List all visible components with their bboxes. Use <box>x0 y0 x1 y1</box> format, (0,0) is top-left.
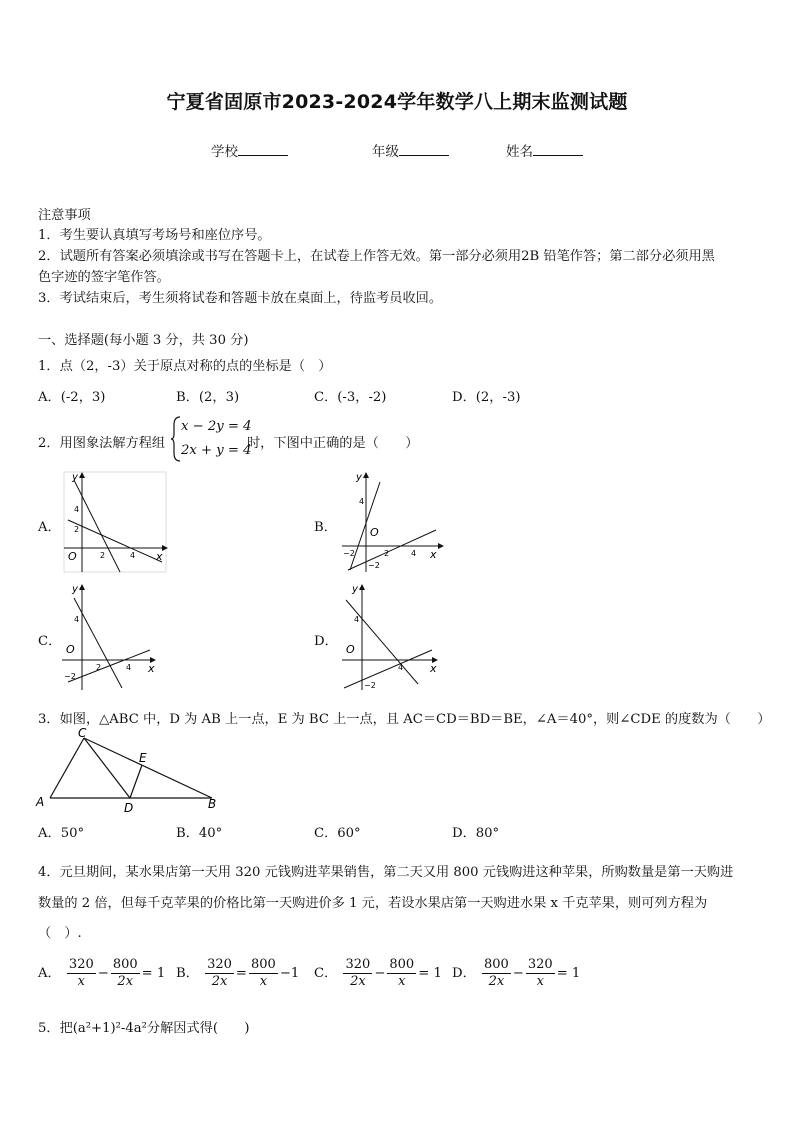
graph-c-tick: 4 <box>74 615 80 624</box>
graph-a-tick: 2 <box>74 525 80 534</box>
graph-c-origin: O <box>66 643 75 656</box>
q3-triangle-figure <box>34 728 224 816</box>
page-title: 宁夏省固原市2023-2024学年数学八上期末监测试题 <box>166 91 628 113</box>
q2-option-b: B． <box>314 520 337 535</box>
q1-stem: 1．点（2，-3）关于原点对称的点的坐标是（ ） <box>38 359 332 374</box>
school-field: 学校 <box>211 140 288 160</box>
q4-line2: 数量的 2 倍，但每千克苹果的价格比第一天购进价多 1 元，若设水果店第一天购进水果 x 千克苹果，则可列方程为 <box>38 896 708 911</box>
q3-option-c: C．60° <box>314 826 361 841</box>
graph-a-tick: 4 <box>74 505 80 514</box>
graph-d-origin: O <box>346 643 355 656</box>
graph-b-tick: 4 <box>359 497 365 506</box>
q4-line1: 4．元旦期间，某水果店第一天用 320 元钱购进苹果销售，第二天又用 800 元钱购进这种苹果，所购数量是第一天购进 <box>38 865 734 880</box>
graph-d-x-label: x <box>430 662 437 675</box>
graph-b <box>338 470 446 574</box>
point-e: E <box>139 751 147 765</box>
q3-option-a: A．50° <box>38 826 85 841</box>
q3-stem: 3．如图，△ABC 中，D 为 AB 上一点，E 为 BC 上一点，且 AC＝CD＝BD＝BE，∠A＝40°，则∠CDE 的度数为（ ） <box>38 712 771 727</box>
point-b: B <box>208 797 217 811</box>
q2-eq1: x − 2y = 4 <box>181 419 252 434</box>
graph-a-origin: O <box>68 550 77 563</box>
graph-c-tick: 4 <box>126 663 132 672</box>
q2-eq2: 2x + y = 4 <box>181 443 252 458</box>
notice-heading: 注意事项 <box>38 208 91 223</box>
q2-suffix: 时，下图中正确的是（ ） <box>247 436 419 451</box>
graph-d <box>338 580 442 692</box>
point-a: A <box>36 795 45 809</box>
point-c: C <box>78 728 87 740</box>
q2-prefix: 2．用图象法解方程组 <box>38 436 166 451</box>
q3-option-d: D．80° <box>452 826 500 841</box>
q1-option-a: A．(-2，3) <box>38 390 106 405</box>
point-d: D <box>124 801 134 815</box>
graph-d-y-label: y <box>352 584 358 595</box>
q1-option-d: D．(2，-3) <box>452 390 521 405</box>
q1-option-c: C．(-3，-2) <box>314 390 387 405</box>
graph-a-y-label: y <box>72 472 78 483</box>
graph-b-y-label: y <box>356 472 362 483</box>
graph-b-origin: O <box>370 526 379 539</box>
graph-c <box>58 580 158 692</box>
graph-c-x-label: x <box>148 662 155 675</box>
q4-option-b: B． $\frac{320}{2x}$ = $\frac{800}{x}$ −1 <box>176 957 300 989</box>
notice-item: 3．考试结束后，考生须将试卷和答题卡放在桌面上，待监考员收回。 <box>38 291 443 306</box>
graph-b-tick: 4 <box>411 549 417 558</box>
graph-c-y-label: y <box>72 584 78 595</box>
graph-b-tick: 2 <box>384 549 390 558</box>
graph-c-tick: −2 <box>64 672 76 681</box>
graph-a-x-label: x <box>156 550 163 563</box>
q2-option-d: D． <box>314 634 338 649</box>
graph-d-tick: 4 <box>398 663 404 672</box>
graph-d-tick: −2 <box>364 681 376 690</box>
section-heading: 一、选择题(每小题 3 分，共 30 分) <box>38 333 249 348</box>
graph-a-tick: 4 <box>130 551 136 560</box>
q4-option-d: D． $\frac{800}{2x}$ − $\frac{320}{x}$ = 1 <box>452 957 581 989</box>
graph-d-tick: 4 <box>354 615 360 624</box>
q1-option-b: B．(2，3) <box>176 390 240 405</box>
graph-b-tick: −2 <box>343 549 355 558</box>
graph-a-tick: 2 <box>100 551 106 560</box>
q2-option-c: C． <box>38 634 62 649</box>
q5-stem: 5．把(a²+1)²-4a²分解因式得( ) <box>38 1021 250 1036</box>
grade-field: 年级 <box>372 140 449 160</box>
graph-b-tick: −2 <box>368 561 380 570</box>
q4-line3: （ ）. <box>38 926 82 941</box>
name-field: 姓名 <box>506 140 583 160</box>
q3-option-b: B．40° <box>176 826 223 841</box>
graph-c-tick: 2 <box>96 663 102 672</box>
notice-item: 色字迹的签字笔作答。 <box>38 270 170 285</box>
q4-option-a: A． $\frac{320}{x}$ − $\frac{800}{2x}$ = 1 <box>38 957 166 989</box>
q2-option-a: A． <box>38 520 61 535</box>
graph-b-x-label: x <box>430 548 437 561</box>
graph-a <box>58 470 168 574</box>
notice-item: 2．试题所有答案必须填涂或书写在答题卡上，在试卷上作答无效。第一部分必须用2B 铅笔作答；第二部分必须用黑 <box>38 249 715 264</box>
notice-item: 1．考生要认真填写考场号和座位序号。 <box>38 228 271 243</box>
q4-option-c: C． $\frac{320}{2x}$ − $\frac{800}{x}$ = 1 <box>314 957 442 989</box>
